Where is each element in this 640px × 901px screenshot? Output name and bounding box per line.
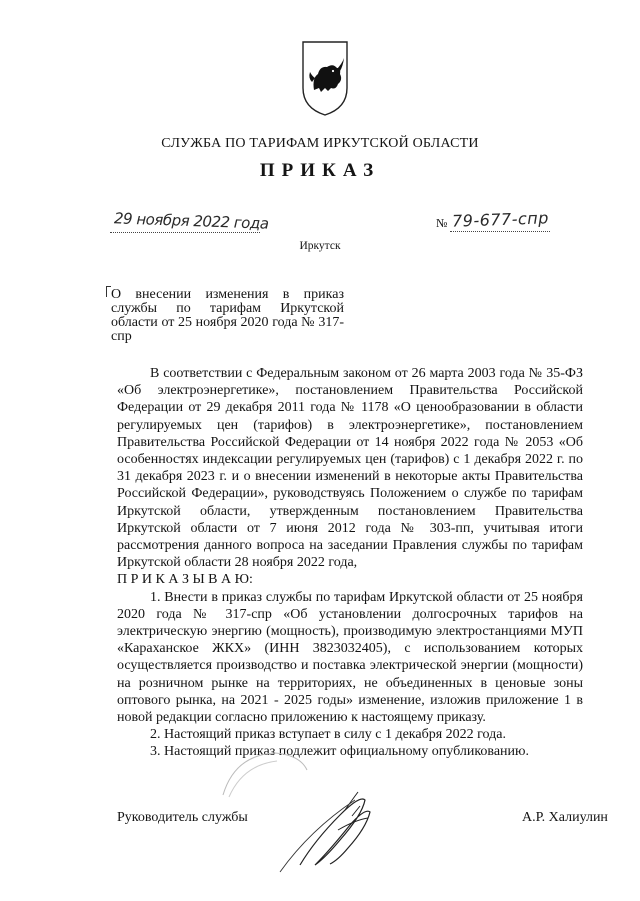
irkutsk-coat-of-arms-icon (300, 38, 350, 118)
document-type: ПРИКАЗ (259, 160, 381, 181)
order-item-1: 1. Внести в приказ службы по тарифам Иркутской области от 25 ноября 2020 года № 317-спр «Об установлении долгосрочных тарифов на электрическую энергию (мощность), производимую электростанциями МУП «Караханское ЖКХ» (ИНН 3823032405), с использованием которых осуществляется производство и поставка электрической энергии (мощности) на розничном рынке на территориях, не объединенных в ценовые зоны оптового рынка, на 2021 - 2025 годы» изменение, изложив приложение 1 в новой редакции согласно приложению к настоящему приказу. (117, 589, 583, 726)
signer-position: Руководитель службы (117, 810, 248, 825)
handwritten-signature (270, 770, 420, 880)
number-sign: № (436, 216, 448, 230)
agency-name: СЛУЖБА ПО ТАРИФАМ ИРКУТСКОЙ ОБЛАСТИ (161, 136, 479, 151)
order-body (117, 365, 583, 761)
order-number: 79-677-спр (451, 208, 550, 231)
date-underline (110, 232, 260, 233)
order-word: П Р И К А З Ы В А Ю: (117, 572, 253, 588)
order-date: 29 ноября 2022 года (113, 209, 269, 233)
order-item-2: 2. Настоящий приказ вступает в силу с 1 декабря 2022 года. (150, 727, 506, 743)
order-item-3: 3. Настоящий приказ подлежит официальному опубликованию. (150, 744, 529, 760)
order-subject: О внесении изменения в приказ службы по тарифам Иркутской области от 25 ноября 2020 года № 317-спр (111, 287, 344, 344)
preamble: В соответствии с Федеральным законом от 26 марта 2003 года № 35-ФЗ «Об электроэнергетике», постановлением Правительства Российской Федерации от 29 декабря 2011 года № 1178 «О ценообразовании в области регулируемых цен (тарифов) в электроэнергетике», постановлением Правительства Российской Федерации от 14 ноября 2022 года № 2053 «Об особенностях индексации регулируемых цен (тарифов) с 1 декабря 2022 г. по 31 декабря 2023 г. и о внесении изменений в некоторые акты Правительства Российской Федерации», руководствуясь Положением о службе по тарифам Иркутской области, утвержденным постановлением Правительства Иркутской области от 7 июня 2012 года № 303-пп, учитывая итоги рассмотрения данного вопроса на заседании Правления службы по тарифам Иркутской области 28 ноября 2022 года, (117, 366, 583, 571)
signer-name: А.Р. Халиулин (522, 810, 608, 825)
city: Иркутск (299, 240, 341, 252)
number-underline (450, 231, 550, 232)
